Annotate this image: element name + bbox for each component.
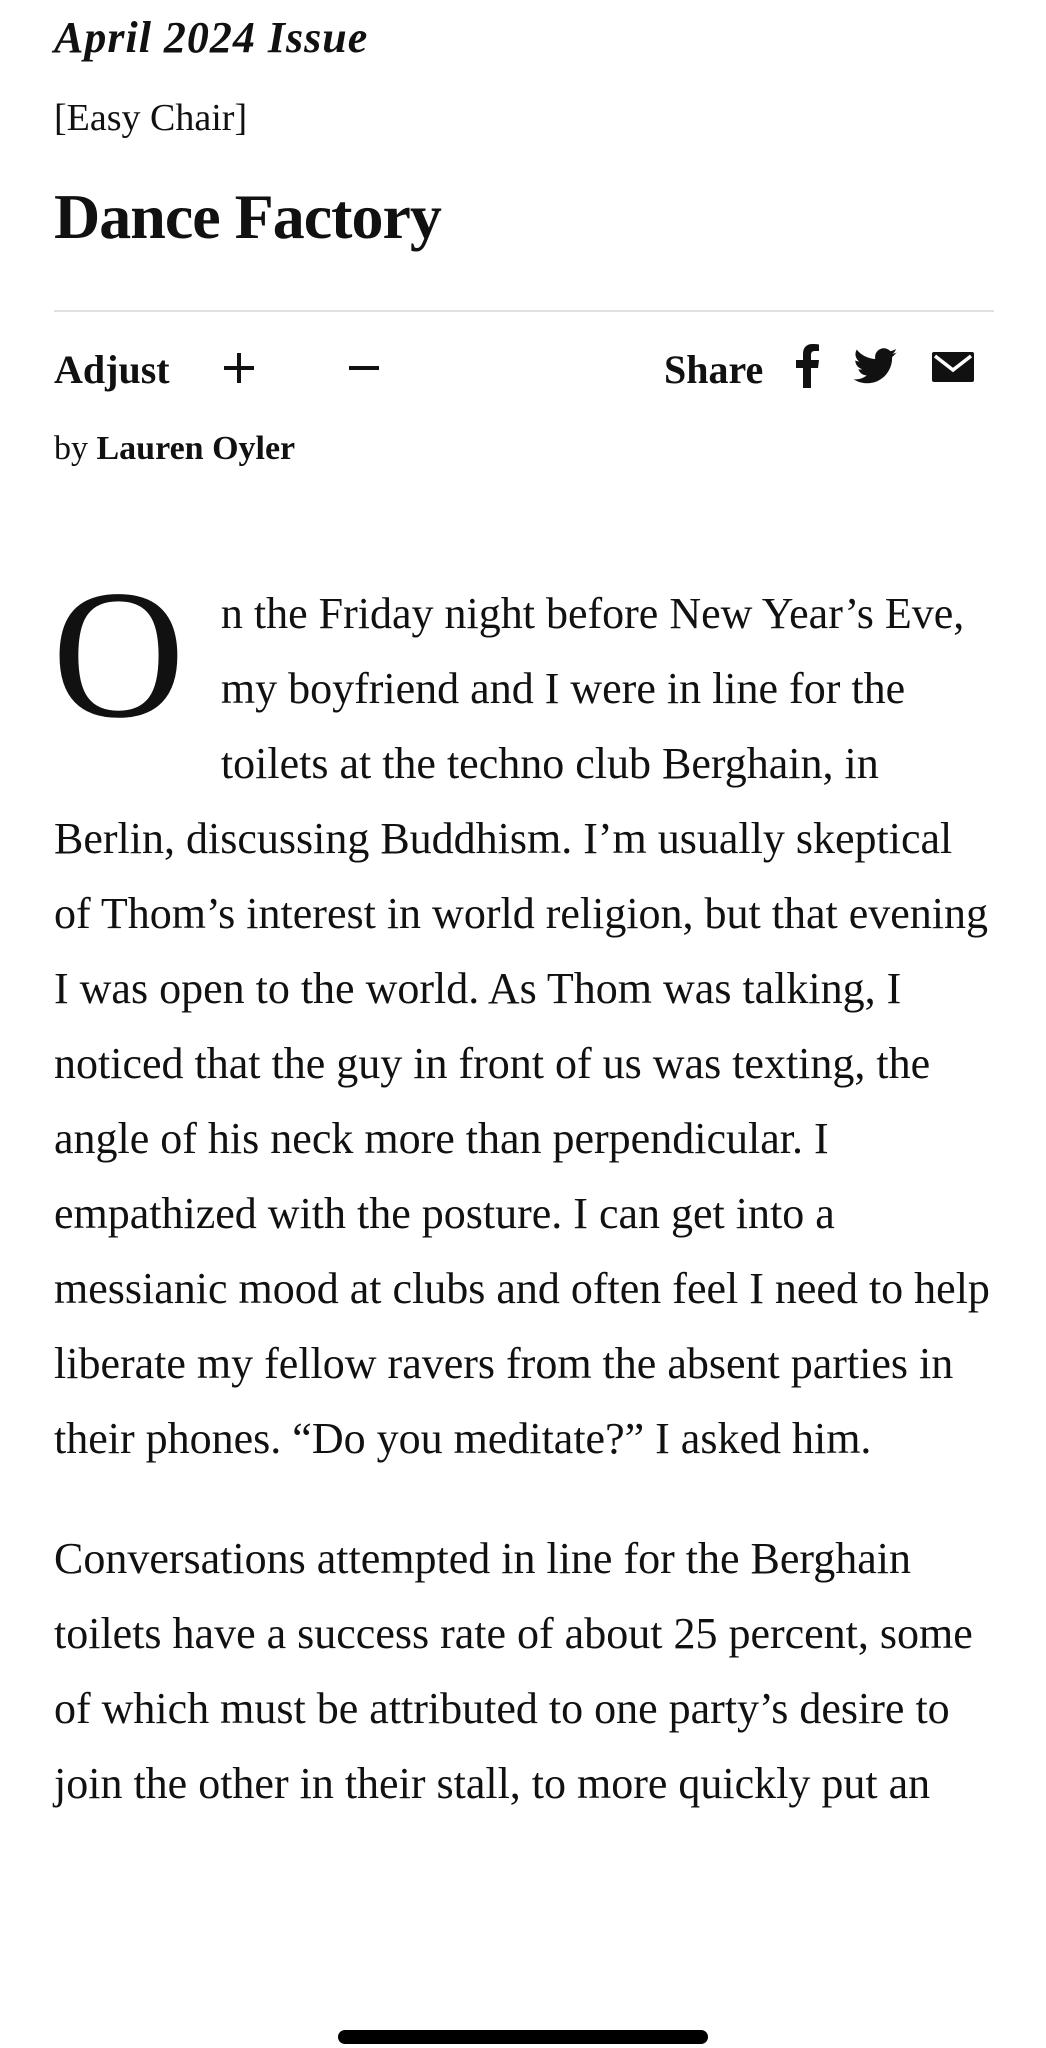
share-twitter-button[interactable]: [854, 344, 898, 388]
paragraph-text: Conversations attempted in line for the Berghain toilets have a success rate of about 25 percent, some of which must be attributed to one party’s desire to join the other in their stall, to more quickly put an: [54, 1534, 973, 1808]
paragraph-text: n the Friday night before New Year’s Eve, my boyfriend and I were in line for the toilets at the techno club Berghain, in Berlin, discussing Buddhism. I’m usually skeptical of Thom’s interest in world religion, but that evening I was open to the world. As Thom was talking, I noticed that the guy in front of us was texting, the angle of his neck more than perpendicular. I empathized with the posture. I can get into a messianic mood at clubs and often feel I need to help liberate my fellow ravers from the absent parties in their phones. “Do you meditate?” I asked him.: [54, 589, 990, 1463]
paragraph: [54, 1521, 998, 1821]
page-title: Dance Factory: [54, 181, 441, 252]
increase-text-button[interactable]: [219, 348, 259, 388]
issue-label[interactable]: April 2024 Issue: [54, 13, 369, 62]
paragraph: [52, 552, 998, 1476]
email-icon: [930, 344, 976, 388]
share-facebook-button[interactable]: [794, 344, 820, 388]
share-label: Share: [664, 347, 764, 392]
divider: [54, 310, 994, 312]
byline-prefix: by: [54, 430, 88, 467]
article-toolbar: [54, 340, 994, 404]
article-body: [52, 552, 998, 1866]
adjust-label: Adjust: [54, 347, 170, 392]
twitter-icon: [854, 344, 898, 388]
author-link[interactable]: Lauren Oyler: [96, 430, 296, 467]
decrease-text-button[interactable]: [344, 348, 384, 388]
drop-cap: O: [52, 552, 185, 756]
minus-icon: [344, 348, 384, 388]
section-label[interactable]: [Easy Chair]: [54, 97, 248, 139]
facebook-icon: [794, 344, 820, 388]
home-indicator[interactable]: [338, 2030, 708, 2044]
share-email-button[interactable]: [930, 344, 976, 388]
plus-icon: [219, 348, 259, 388]
byline: [54, 430, 295, 468]
